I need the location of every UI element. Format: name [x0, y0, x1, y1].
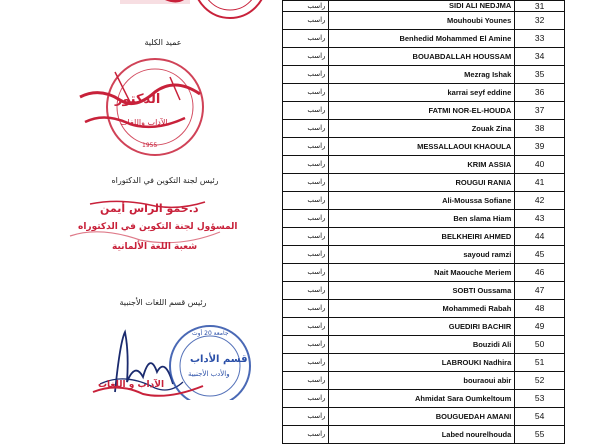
table-row: [283, 84, 565, 102]
committee-stamp: [60, 196, 238, 266]
name-cell: KRIM ASSIA: [329, 156, 515, 174]
status-cell: راسب: [283, 84, 329, 102]
number-cell: 51: [515, 354, 565, 372]
name-cell: Mouhoubi Younes: [329, 12, 515, 30]
name-cell: MESSALLAOUI KHAOULA: [329, 138, 515, 156]
table-row: [283, 372, 565, 390]
name-cell: Nait Maouche Meriem: [329, 264, 515, 282]
table-row: [283, 12, 565, 30]
number-cell: 54: [515, 408, 565, 426]
name-cell: FATMI NOR-EL-HOUDA: [329, 102, 515, 120]
table-row: [283, 120, 565, 138]
number-cell: 36: [515, 84, 565, 102]
table-row: [283, 66, 565, 84]
status-cell: راسب: [283, 138, 329, 156]
dean-stamp-year: 1955: [142, 142, 158, 149]
status-cell: راسب: [283, 30, 329, 48]
name-cell: Ben slama Hiam: [329, 210, 515, 228]
status-cell: راسب: [283, 174, 329, 192]
table-row: [283, 156, 565, 174]
name-cell: SIDI ALI NEDJMA: [329, 1, 515, 12]
table-row: [283, 1, 565, 12]
name-cell: BELKHEIRI AHMED: [329, 228, 515, 246]
status-cell: راسب: [283, 228, 329, 246]
number-cell: 45: [515, 246, 565, 264]
number-cell: 35: [515, 66, 565, 84]
name-cell: Mezrag Ishak: [329, 66, 515, 84]
name-cell: GUEDIRI BACHIR: [329, 318, 515, 336]
status-cell: راسب: [283, 372, 329, 390]
name-cell: ROUGUI RANIA: [329, 174, 515, 192]
number-cell: 37: [515, 102, 565, 120]
status-cell: راسب: [283, 102, 329, 120]
status-cell: راسب: [283, 282, 329, 300]
name-cell: Mohammedi Rabah: [329, 300, 515, 318]
name-cell: BOUGUEDAH AMANI: [329, 408, 515, 426]
table-row: [283, 264, 565, 282]
status-cell: راسب: [283, 390, 329, 408]
table-row: [283, 282, 565, 300]
status-cell: راسب: [283, 48, 329, 66]
name-cell: Ali-Moussa Sofiane: [329, 192, 515, 210]
department-stamp-text: قسم الأداب: [190, 354, 248, 365]
status-cell: راسب: [283, 426, 329, 444]
table-row: [283, 102, 565, 120]
name-cell: BOUABDALLAH HOUSSAM: [329, 48, 515, 66]
table-row: [283, 138, 565, 156]
table-row: [283, 408, 565, 426]
number-cell: 39: [515, 138, 565, 156]
status-cell: راسب: [283, 336, 329, 354]
status-cell: راسب: [283, 12, 329, 30]
number-cell: 53: [515, 390, 565, 408]
dean-stamp-sub: الآداب واللغات: [120, 118, 168, 127]
table-row: [283, 318, 565, 336]
status-cell: راسب: [283, 1, 329, 12]
number-cell: 48: [515, 300, 565, 318]
results-table: [282, 0, 565, 444]
number-cell: 55: [515, 426, 565, 444]
number-cell: 41: [515, 174, 565, 192]
table-row: [283, 246, 565, 264]
committee-stamp-line2: المسؤول لجنة التكوين في الدكتوراه: [78, 222, 238, 232]
number-cell: 38: [515, 120, 565, 138]
name-cell: sayoud ramzi: [329, 246, 515, 264]
status-cell: راسب: [283, 264, 329, 282]
department-red-text: الآداب و اللغات: [98, 380, 165, 390]
number-cell: 44: [515, 228, 565, 246]
status-cell: راسب: [283, 246, 329, 264]
signature-column: [0, 0, 260, 400]
status-cell: راسب: [283, 318, 329, 336]
number-cell: 52: [515, 372, 565, 390]
table-row: [283, 228, 565, 246]
name-cell: SOBTI Oussama: [329, 282, 515, 300]
number-cell: 33: [515, 30, 565, 48]
table-row: [283, 354, 565, 372]
department-red-mark: [88, 378, 208, 400]
status-cell: راسب: [283, 210, 329, 228]
number-cell: 32: [515, 12, 565, 30]
table-row: [283, 174, 565, 192]
table-row: [283, 30, 565, 48]
number-cell: 34: [515, 48, 565, 66]
name-cell: Zouak Zina: [329, 120, 515, 138]
name-cell: Benhedid Mohammed El Amine: [329, 30, 515, 48]
status-cell: راسب: [283, 354, 329, 372]
number-cell: 50: [515, 336, 565, 354]
status-cell: راسب: [283, 156, 329, 174]
name-cell: karrai seyf eddine: [329, 84, 515, 102]
name-cell: Bouzidi Ali: [329, 336, 515, 354]
dean-stamp-text: الدكتور: [115, 92, 161, 107]
status-cell: راسب: [283, 300, 329, 318]
status-cell: راسب: [283, 408, 329, 426]
committee-label: رئيس لجنة التكوين في الدكتوراه: [111, 176, 219, 185]
name-cell: LABROUKI Nadhira: [329, 354, 515, 372]
name-cell: Labed nourelhouda: [329, 426, 515, 444]
committee-stamp-name: د.حمو الراس أيمن: [100, 202, 199, 215]
status-cell: راسب: [283, 66, 329, 84]
results-table-wrap: [282, 0, 565, 444]
number-cell: 47: [515, 282, 565, 300]
table-row: [283, 390, 565, 408]
dean-stamp: [60, 52, 210, 162]
department-stamp-sub: والأدب الأجنبية: [188, 370, 230, 378]
table-row: [283, 210, 565, 228]
number-cell: 43: [515, 210, 565, 228]
number-cell: 46: [515, 264, 565, 282]
number-cell: 49: [515, 318, 565, 336]
department-label: رئيس قسم اللغات الأجنبية: [119, 298, 207, 307]
number-cell: 42: [515, 192, 565, 210]
table-row: [283, 300, 565, 318]
number-cell: 40: [515, 156, 565, 174]
table-row: [283, 426, 565, 444]
status-cell: راسب: [283, 192, 329, 210]
top-stamp: [120, 0, 270, 22]
name-cell: bouraoui abir: [329, 372, 515, 390]
committee-stamp-line3: شعبة اللغة الألمانية: [112, 242, 198, 252]
name-cell: Ahmidat Sara Oumkeltoum: [329, 390, 515, 408]
number-cell: 31: [515, 1, 565, 12]
dean-label: عميد الكلية: [144, 38, 182, 47]
table-row: [283, 192, 565, 210]
department-stamp-year: جامعة 20 أوت: [192, 330, 229, 337]
status-cell: راسب: [283, 120, 329, 138]
table-row: [283, 48, 565, 66]
table-row: [283, 336, 565, 354]
